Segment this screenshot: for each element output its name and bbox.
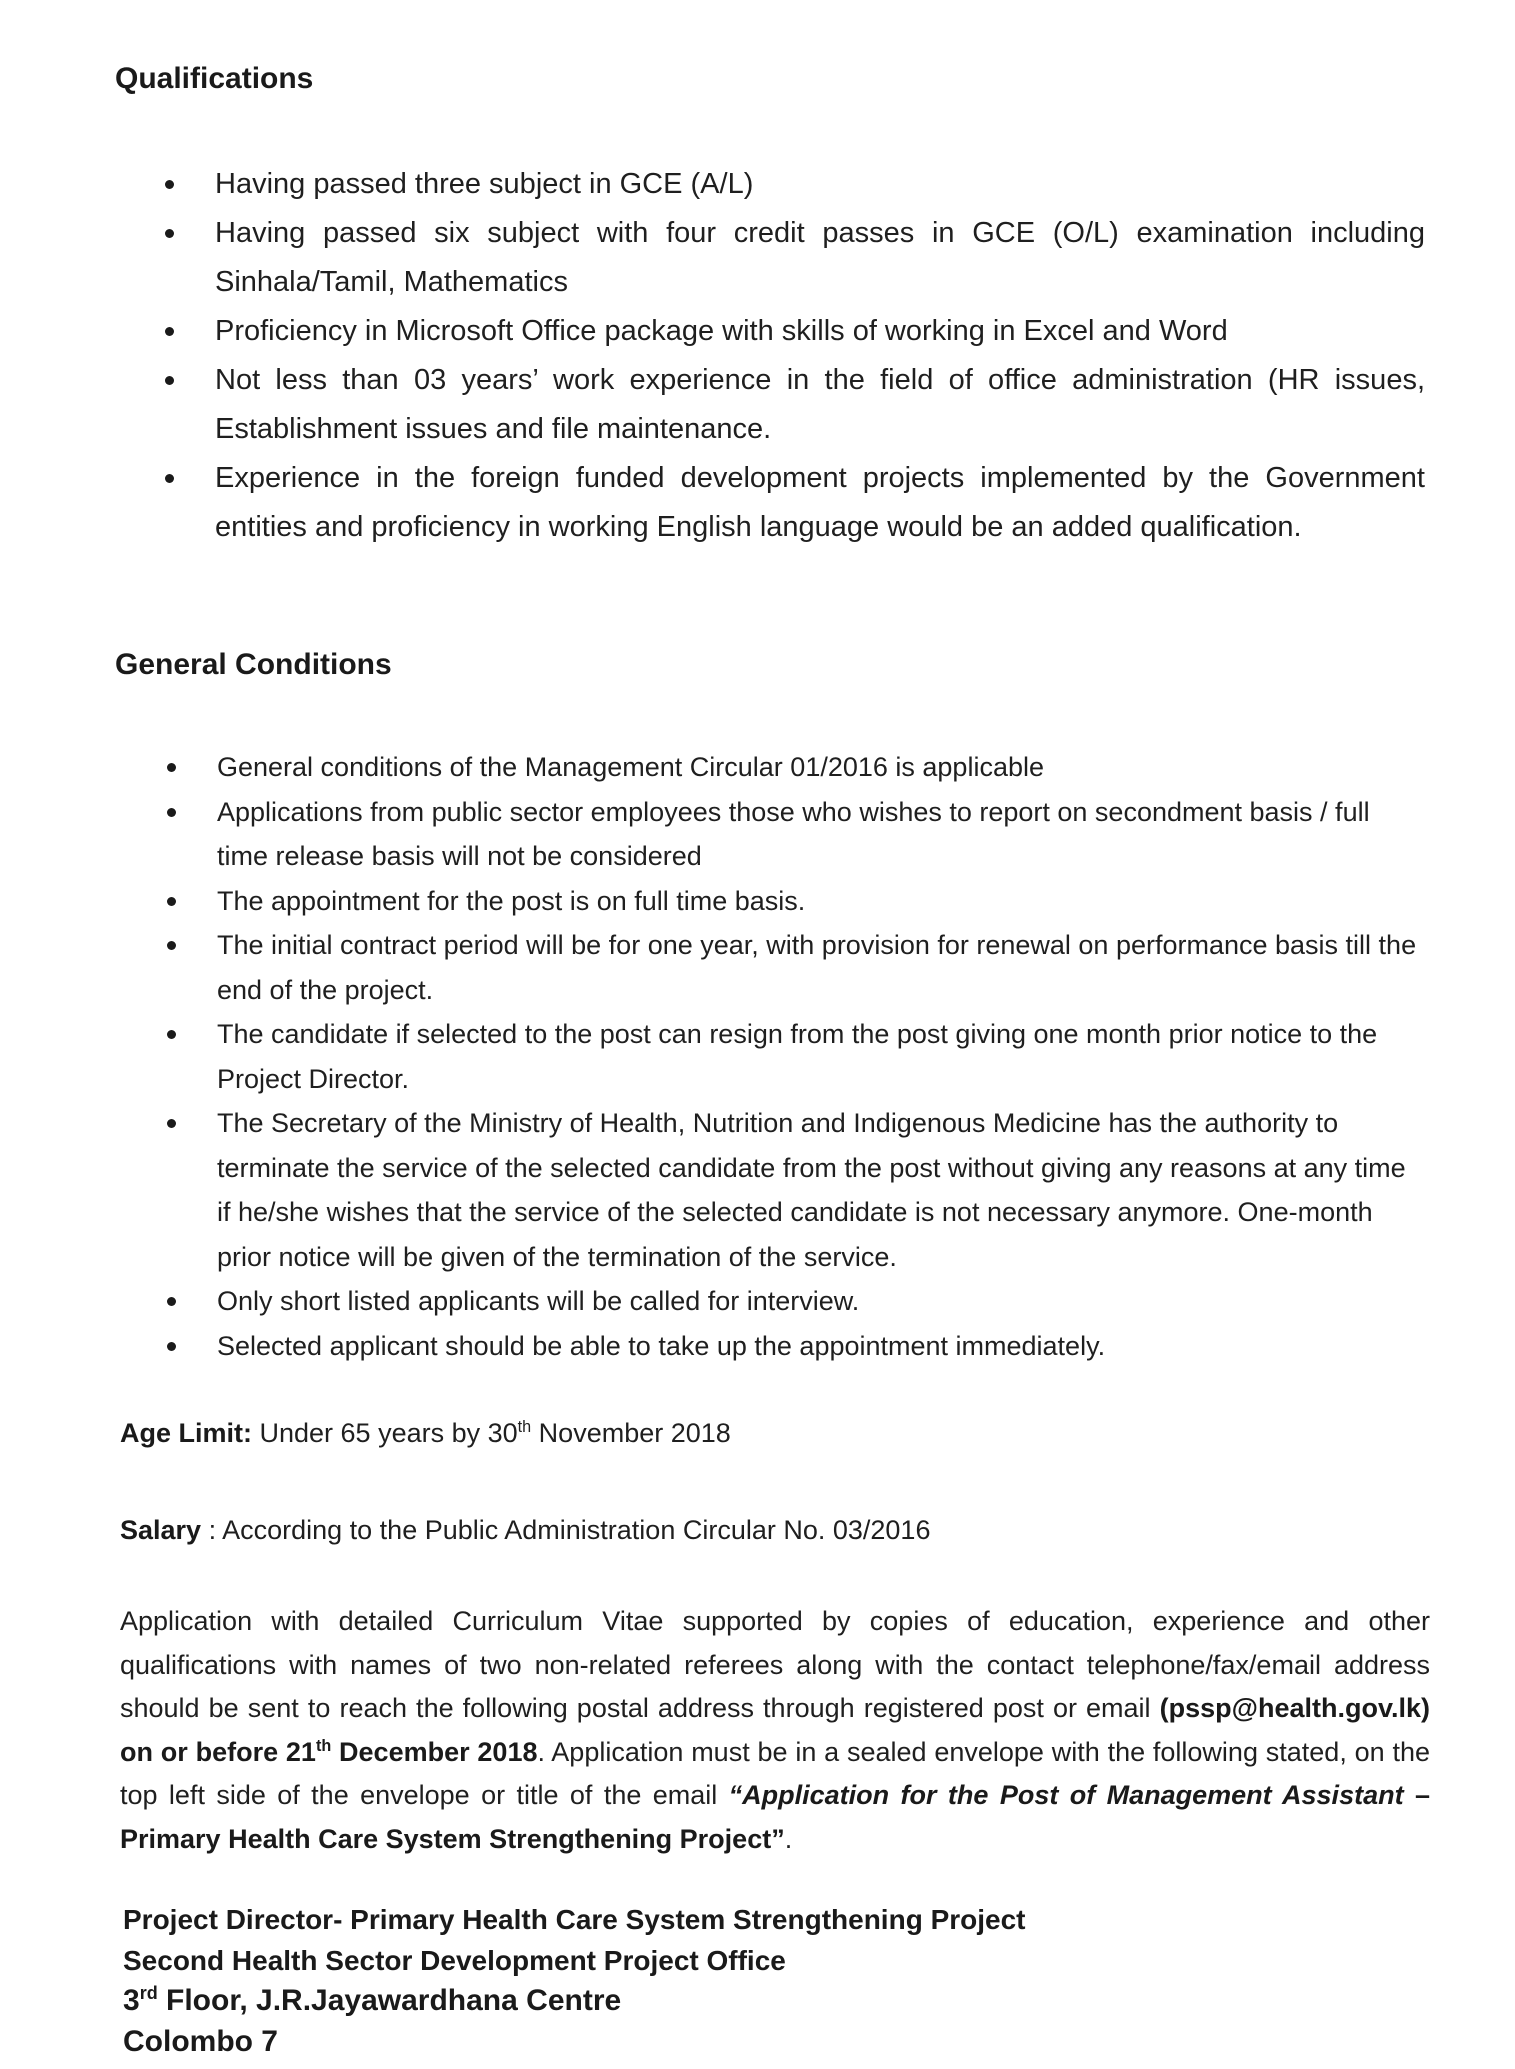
age-limit — [120, 1418, 1430, 1449]
address-floor-number: 3 — [123, 1984, 140, 2017]
list-item: Not less than 03 years’ work experience in the field of office administration (HR issues, Establishment issues and file maintenance. — [215, 356, 1425, 454]
age-limit-date: November 2018 — [531, 1418, 731, 1448]
application-end: . — [784, 1823, 793, 1854]
address-line — [123, 1981, 1026, 2022]
list-item: Proficiency in Microsoft Office package with skills of working in Excel and Word — [215, 307, 1425, 356]
salary-text: : According to the Public Administration Circular No. 03/2016 — [201, 1515, 931, 1545]
list-item: Having passed three subject in GCE (A/L) — [215, 160, 1425, 209]
salary — [120, 1515, 1430, 1546]
address-line: Colombo 7 — [123, 2024, 278, 2058]
list-item: Selected applicant should be able to take up the appointment immediately. — [217, 1324, 1417, 1369]
application-deadline: December 2018 — [331, 1736, 538, 1767]
list-item: Only short listed applicants will be called for interview. — [217, 1279, 1417, 1324]
address-floor-rest: Floor, J.R.Jayawardhana Centre — [157, 1984, 622, 2017]
address-line: Project Director- Primary Health Care System Strengthening Project — [123, 1904, 1026, 1935]
application-middle: . Application must be in a sealed envelope with the following stated, on the top left side of the envelope or title of the email — [120, 1736, 1430, 1810]
application-title-italic: “Application for the Post of Management Assistant — [728, 1780, 1404, 1810]
list-item: The Secretary of the Ministry of Health, Nutrition and Indigenous Medicine has the authority to terminate the service of the selected candidate from the post without giving any reasons at any time if he/she wishes that the service of the selected candidate is not necessary anymore. One-month prior notice will be given of the termination of the service. — [217, 1101, 1417, 1279]
application-email: (pssp@health.gov.lk) on or before 21 — [120, 1693, 1430, 1767]
list-item: The appointment for the post is on full time basis. — [217, 879, 1417, 924]
qualifications-list — [215, 160, 1425, 552]
list-item: General conditions of the Management Circular 01/2016 is applicable — [217, 745, 1417, 790]
salary-label: Salary — [120, 1515, 202, 1545]
age-limit-sup: th — [517, 1418, 532, 1436]
application-date-sup: th — [315, 1736, 332, 1755]
application-title-rest: – Primary Health Care System Strengthening Project” — [120, 1780, 1430, 1854]
postal-address — [123, 1900, 1026, 2062]
age-limit-label: Age Limit: — [120, 1418, 252, 1448]
list-item: Having passed six subject with four credit passes in GCE (O/L) examination including Sinhala/Tamil, Mathematics — [215, 209, 1425, 307]
general-conditions-heading: General Conditions — [115, 648, 392, 681]
list-item: The candidate if selected to the post can resign from the post giving one month prior notice to the Project Director. — [217, 1012, 1417, 1101]
qualifications-heading: Qualifications — [115, 62, 314, 95]
age-limit-text: Under 65 years by 30 — [252, 1418, 518, 1448]
list-item: Applications from public sector employees those who wishes to report on secondment basis / full time release basis will not be considered — [217, 790, 1417, 879]
general-conditions-list — [217, 745, 1417, 1368]
application-intro: Application with detailed Curriculum Vitae supported by copies of education, experience and other qualifications with names of two non-related referees along with the contact telephone/fax/email address should be sent to reach the following postal address through registered post or email — [120, 1606, 1430, 1723]
list-item: Experience in the foreign funded development projects implemented by the Government entities and proficiency in working English language would be an added qualification. — [215, 454, 1425, 552]
application-paragraph — [120, 1600, 1430, 1861]
address-floor-sup: rd — [139, 1983, 158, 2003]
address-line: Second Health Sector Development Project Office — [123, 1944, 786, 1976]
list-item: The initial contract period will be for one year, with provision for renewal on performance basis till the end of the project. — [217, 923, 1417, 1012]
